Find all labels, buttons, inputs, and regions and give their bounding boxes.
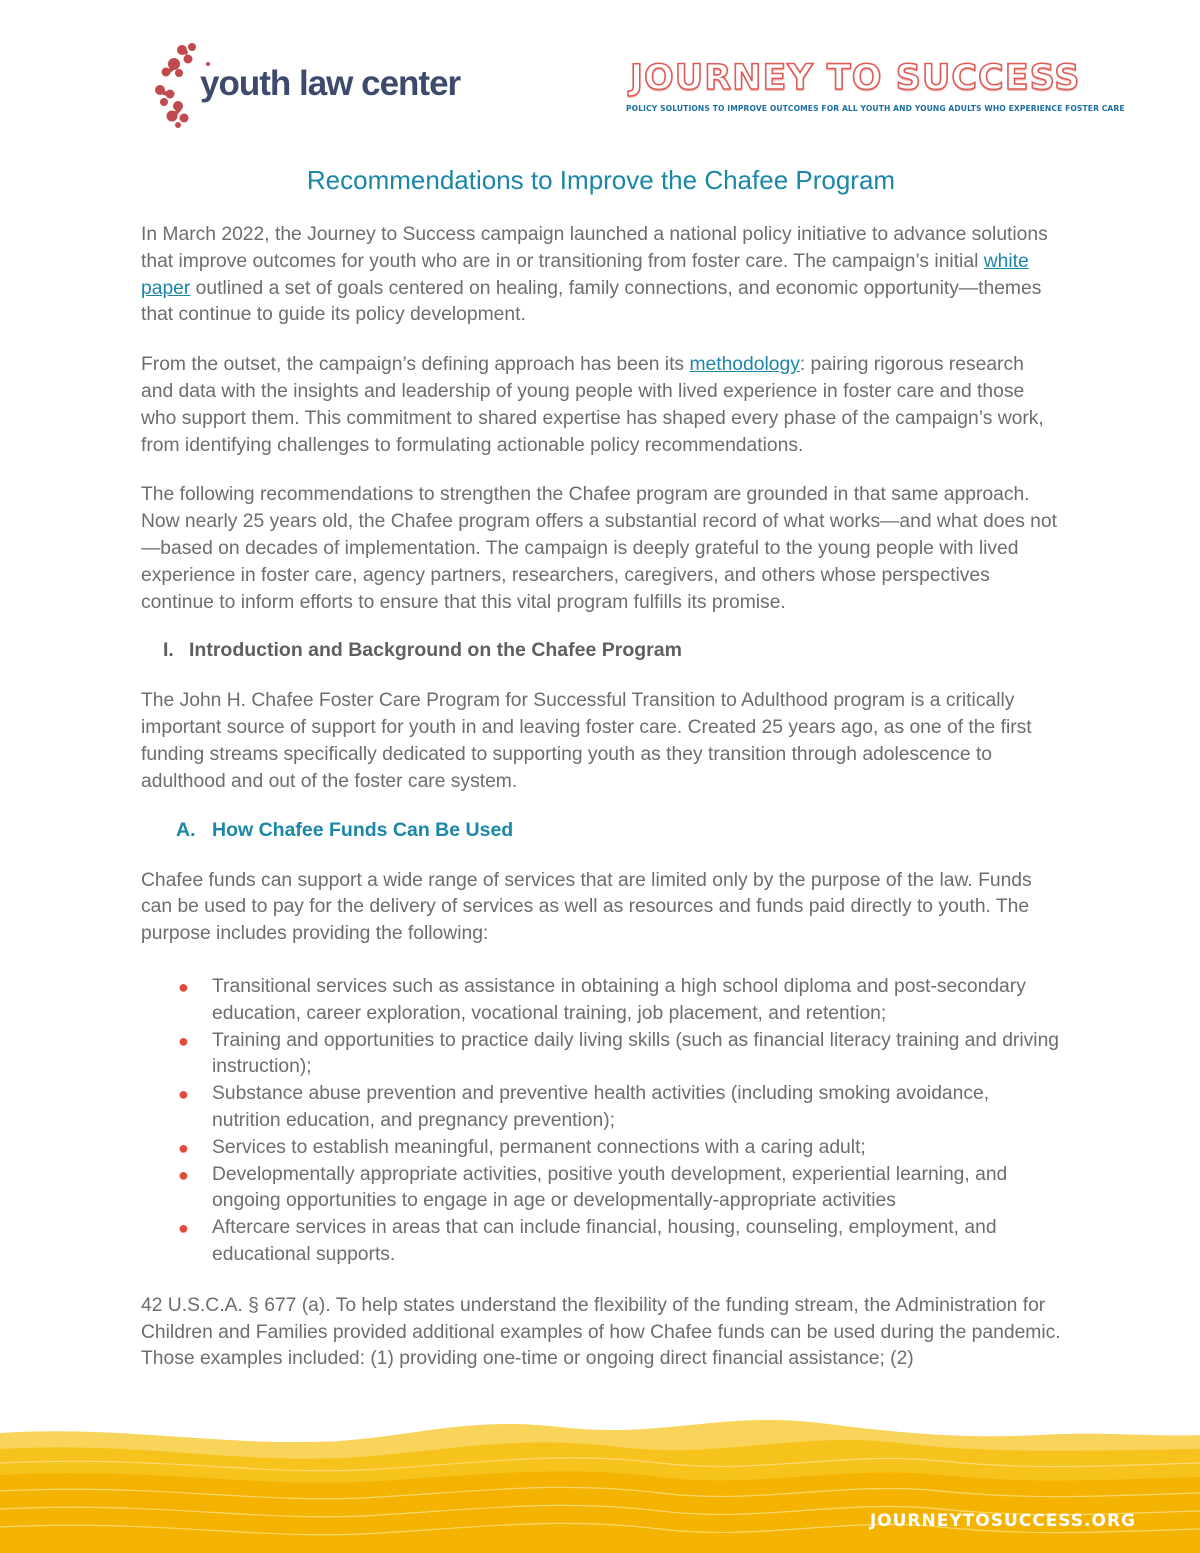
bullet-icon: ● [178,1030,189,1051]
list-item-text: Developmentally appropriate activities, positive youth development, experiential learning, and ongoing opportunities to engage in age or developmentally-appropriate activities [212,1163,1008,1212]
section-heading-introduction [141,639,1061,662]
page-footer [0,1405,1200,1553]
bullet-icon: ● [178,1218,189,1239]
list-item-text: Substance abuse prevention and preventive health activities (including smoking avoidance, nutrition education, and pregnancy prevention); [212,1083,990,1131]
recommendations-paragraph: The following recommendations to strengthen the Chafee program are grounded in that same approach. Now nearly 25 years old, the Chafee program offers a substantial record of what works—and what does not—based on decades of implementation. The campaign is deeply grateful to the young people with lived experience in foster care, agency partners, researchers, caregivers, and others whose perspectives continue to inform efforts to ensure that this vital program fulfills its promise. [141,484,1057,613]
white-paper-link[interactable]: white paper [141,250,1029,299]
list-item [141,1215,1061,1269]
bullet-icon: ● [178,1084,189,1105]
methodology-text-after: : pairing rigorous research and data with the insights and leadership of young people with lived experience in foster care and those who support them. This commitment to shared expertise has shaped every phase of the campaign’s work, from identifying challenges to formulating actionable policy recommendations. [141,354,1044,456]
methodology-paragraph [141,352,1061,459]
journey-to-success-logo [622,58,1125,118]
intro-text-before: In March 2022, the Journey to Success campaign launched a national policy initiative to advance solutions that improve outcomes for youth who are in or transitioning from foster care. The campaign’s initial [141,224,1048,272]
chafee-background-paragraph: The John H. Chafee Foster Care Program for Successful Transition to Adulthood program is a critically important source of support for youth in and leaving foster care. Created 25 years ago, as one of the first funding streams specifically dedicated to supporting youth as they transition through adolescence to adulthood and out of the foster care system. [141,690,1032,792]
methodology-text-before: From the outset, the campaign’s defining approach has been its [141,354,690,376]
subsection-title: How Chafee Funds Can Be Used [212,818,514,841]
page-title: Recommendations to Improve the Chafee Program [306,165,896,195]
jts-logo-title: JOURNEY TO SUCCESS [630,58,1081,98]
list-item [141,1081,1061,1135]
document-body [141,165,1061,1396]
intro-paragraph [141,222,1061,329]
list-item [141,974,1061,1028]
list-item [141,1162,1061,1216]
list-item-text: Transitional services such as assistance in obtaining a high school diploma and post-secondary education, career exploration, vocational training, job placement, and retention; [212,975,1026,1024]
bullet-icon: ● [178,1137,189,1158]
list-item [141,1028,1061,1082]
section-number: I. [163,639,174,662]
section-title: Introduction and Background on the Chafee Program [189,639,682,662]
subsection-heading-funds [141,819,1061,842]
list-item [141,1135,1061,1162]
statute-paragraph: 42 U.S.C.A. § 677 (a). To help states understand the flexibility of the funding stream, the Administration for Children and Families provided additional examples of how Chafee funds can be used during the pandemic. Those examples included: (1) providing one-time or ongoing direct financial assistance; (2) [141,1294,1061,1370]
page-header [0,40,1200,140]
methodology-link[interactable]: methodology [689,354,800,376]
list-item-text: Aftercare services in areas that can include financial, housing, counseling, employment, and educational supports. [212,1217,997,1265]
list-item-text: Services to establish meaningful, permanent connections with a caring adult; [212,1136,866,1158]
subsection-number: A. [176,818,196,841]
bullet-icon: ● [178,976,189,997]
footer-website-url[interactable]: JOURNEYTOSUCCESS.ORG [869,1511,1136,1531]
jts-logo-tagline: POLICY SOLUTIONS TO IMPROVE OUTCOMES FOR ALL YOUTH AND YOUNG ADULTS WHO EXPERIENCE FOSTER CARE [626,104,1125,113]
ylc-logo-text: youth law center [200,64,461,103]
bullet-icon: ● [178,1164,189,1185]
list-item-text: Training and opportunities to practice daily living skills (such as financial literacy training and driving instruction); [212,1029,1060,1078]
youth-law-center-logo [152,42,482,128]
purpose-bullet-list [141,974,1061,1269]
intro-text-after: outlined a set of goals centered on healing, family connections, and economic opportunity—themes that continue to guide its policy development. [141,277,1042,326]
funds-usage-paragraph: Chafee funds can support a wide range of services that are limited only by the purpose of the law. Funds can be used to pay for the delivery of services as well as resources and funds paid directly to youth. The purpose includes providing the following: [141,869,1032,945]
